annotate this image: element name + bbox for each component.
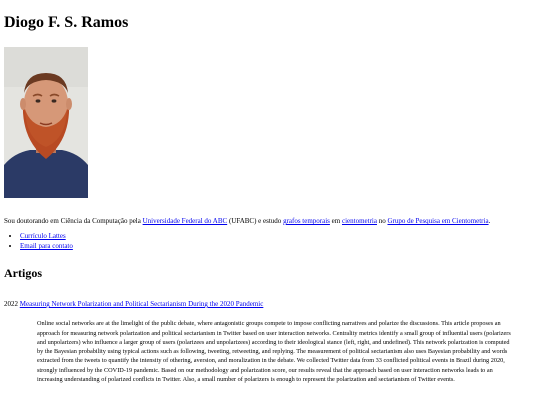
- page-title: Diogo F. S. Ramos: [4, 14, 129, 31]
- university-link[interactable]: Universidade Federal do ABC: [142, 217, 228, 225]
- bio-prefix: Sou doutorando em Ciência da Computação pela: [4, 217, 143, 225]
- scientometrics-link[interactable]: cientometria: [341, 217, 377, 225]
- article-abstract: Online social networks are at the limelight of the public debate, where antagonistic groups compete to impose conflicting narratives and polarize the discussions. This article proposes an approach for measuring network polarization and political sectarianism in Twitter based on user interaction networks. Centrality metrics identify a small group of influential users (polarizers and unpolarizers) who influence a larger group of users (polarizees and unpolarizees) according to their ideological stance (left, right, and undefined). This network polarization is computed by the Bayesian probability using typical actions such as following, tweeting, retweeting, and replying. The measurement of political sectarianism also uses Bayesian probability and words extracted from the tweets to quantify the intensity of othering, aversion, and moralization in the debate. We collected Twitter data from 33 conflicted political events in Brazil during 2020, strongly influenced by the COVID-19 pandemic. Based on our methodology and polarization score, our results reveal that the approach based on user interaction networks leads to an increasing understanding of polarized conflicts in Twitter. Also, a small number of polarizers is enough to represent the polarization and sectarianism of Twitter events.: [37, 320, 511, 384]
- article-year: 2022: [4, 300, 18, 308]
- articles-heading: Artigos: [4, 266, 42, 280]
- bio-paragraph: [4, 217, 490, 226]
- contact-links-list: [4, 231, 73, 251]
- article-entry: [4, 300, 263, 309]
- research-group-link[interactable]: Grupo de Pesquisa em Cientometria: [387, 217, 489, 225]
- contact-email-link[interactable]: Email para contato: [20, 242, 73, 250]
- list-item: [20, 241, 73, 251]
- bio-before-group: no: [376, 217, 388, 225]
- list-item: [20, 231, 73, 241]
- bio-after-university: (UFABC) e estudo: [227, 217, 284, 225]
- bio-between-topics: em: [329, 217, 342, 225]
- bio-suffix: .: [488, 217, 491, 225]
- temporal-graphs-link[interactable]: grafos temporais: [283, 217, 330, 225]
- lattes-cv-link[interactable]: Currículo Lattes: [20, 232, 66, 240]
- article-title-link[interactable]: Measuring Network Polarization and Political Sectarianism During the 2020 Pandemic: [19, 300, 264, 308]
- profile-photo: [4, 47, 88, 198]
